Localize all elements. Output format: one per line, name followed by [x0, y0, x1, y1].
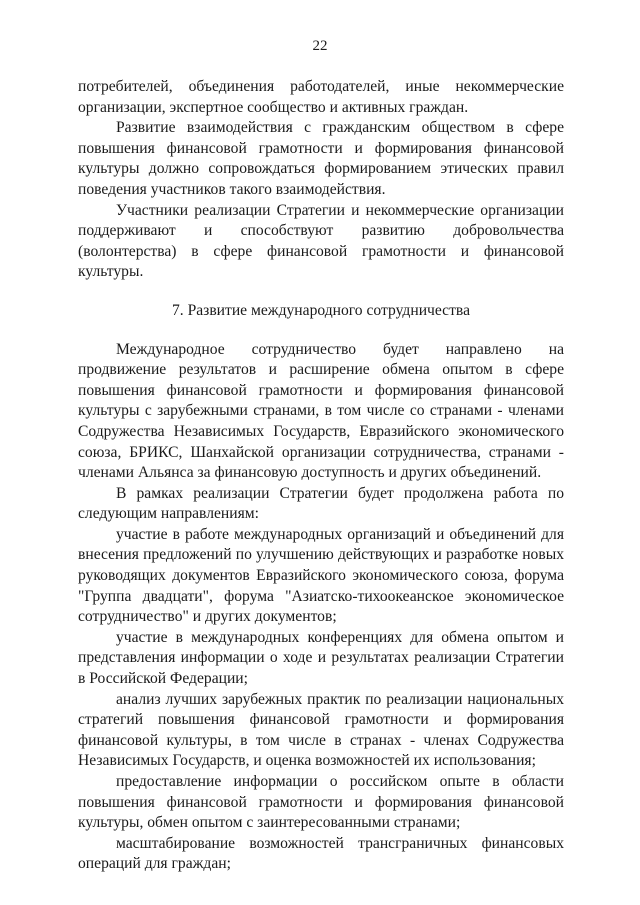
list-item: участие в международных конференциях для обмена опытом и представления информации о ходе и результатах реализации Стратегии в Российской Федерации; — [78, 628, 564, 688]
list-item: масштабирование возможностей трансграничных финансовых операций для граждан; — [78, 834, 564, 873]
paragraph: В рамках реализации Стратегии будет продолжена работа по следующим направлениям: — [78, 484, 564, 523]
list-item: анализ лучших зарубежных практик по реализации национальных стратегий повышения финансовой грамотности и формирования финансовой культуры, в том числе в странах - членах Содружества Независимых Государств, и оценка возможностей их использования; — [78, 690, 564, 770]
paragraph: потребителей, объединения работодателей, иные некоммерческие организации, экспертное сообщество и активных граждан. — [78, 78, 564, 116]
list-item: предоставление информации о российском опыте в области повышения финансовой грамотности и формирования финансовой культуры, обмен опытом с заинтересованными странами; — [78, 773, 564, 832]
page-number: 22 — [312, 38, 328, 54]
document-body — [78, 77, 564, 875]
paragraph: Участники реализации Стратегии и некоммерческие организации поддерживают и способствуют развитию добровольчества (волонтерства) в сфере финансовой грамотности и финансовой культуры. — [78, 201, 564, 281]
section-heading: 7. Развитие международного сотрудничества — [171, 301, 471, 319]
paragraph: Развитие взаимодействия с гражданским обществом в сфере повышения финансовой грамотности и формирования финансовой культуры должно сопровождаться формированием этических правил поведения участников такого взаимодействия. — [78, 119, 564, 198]
paragraph: Международное сотрудничество будет направлено на продвижение результатов и расширение обмена опытом в сфере повышения финансовой грамотности и формирования финансовой культуры с зарубежными странами, в том числе со странами - членами Содружества Независимых Государств, Евразийского экономического союза, БРИКС, Шанхайской организации сотрудничества, странами - членами Альянса за финансовую доступность и других объединений. — [78, 340, 564, 482]
list-item: участие в работе международных организаций и объединений для внесения предложений по улучшению действующих и разработке новых руководящих документов Евразийского экономического союза, форума "Группа двадцати", форума "Азиатско-тихоокеанское экономическое сотрудничество" и других документов; — [78, 525, 564, 626]
